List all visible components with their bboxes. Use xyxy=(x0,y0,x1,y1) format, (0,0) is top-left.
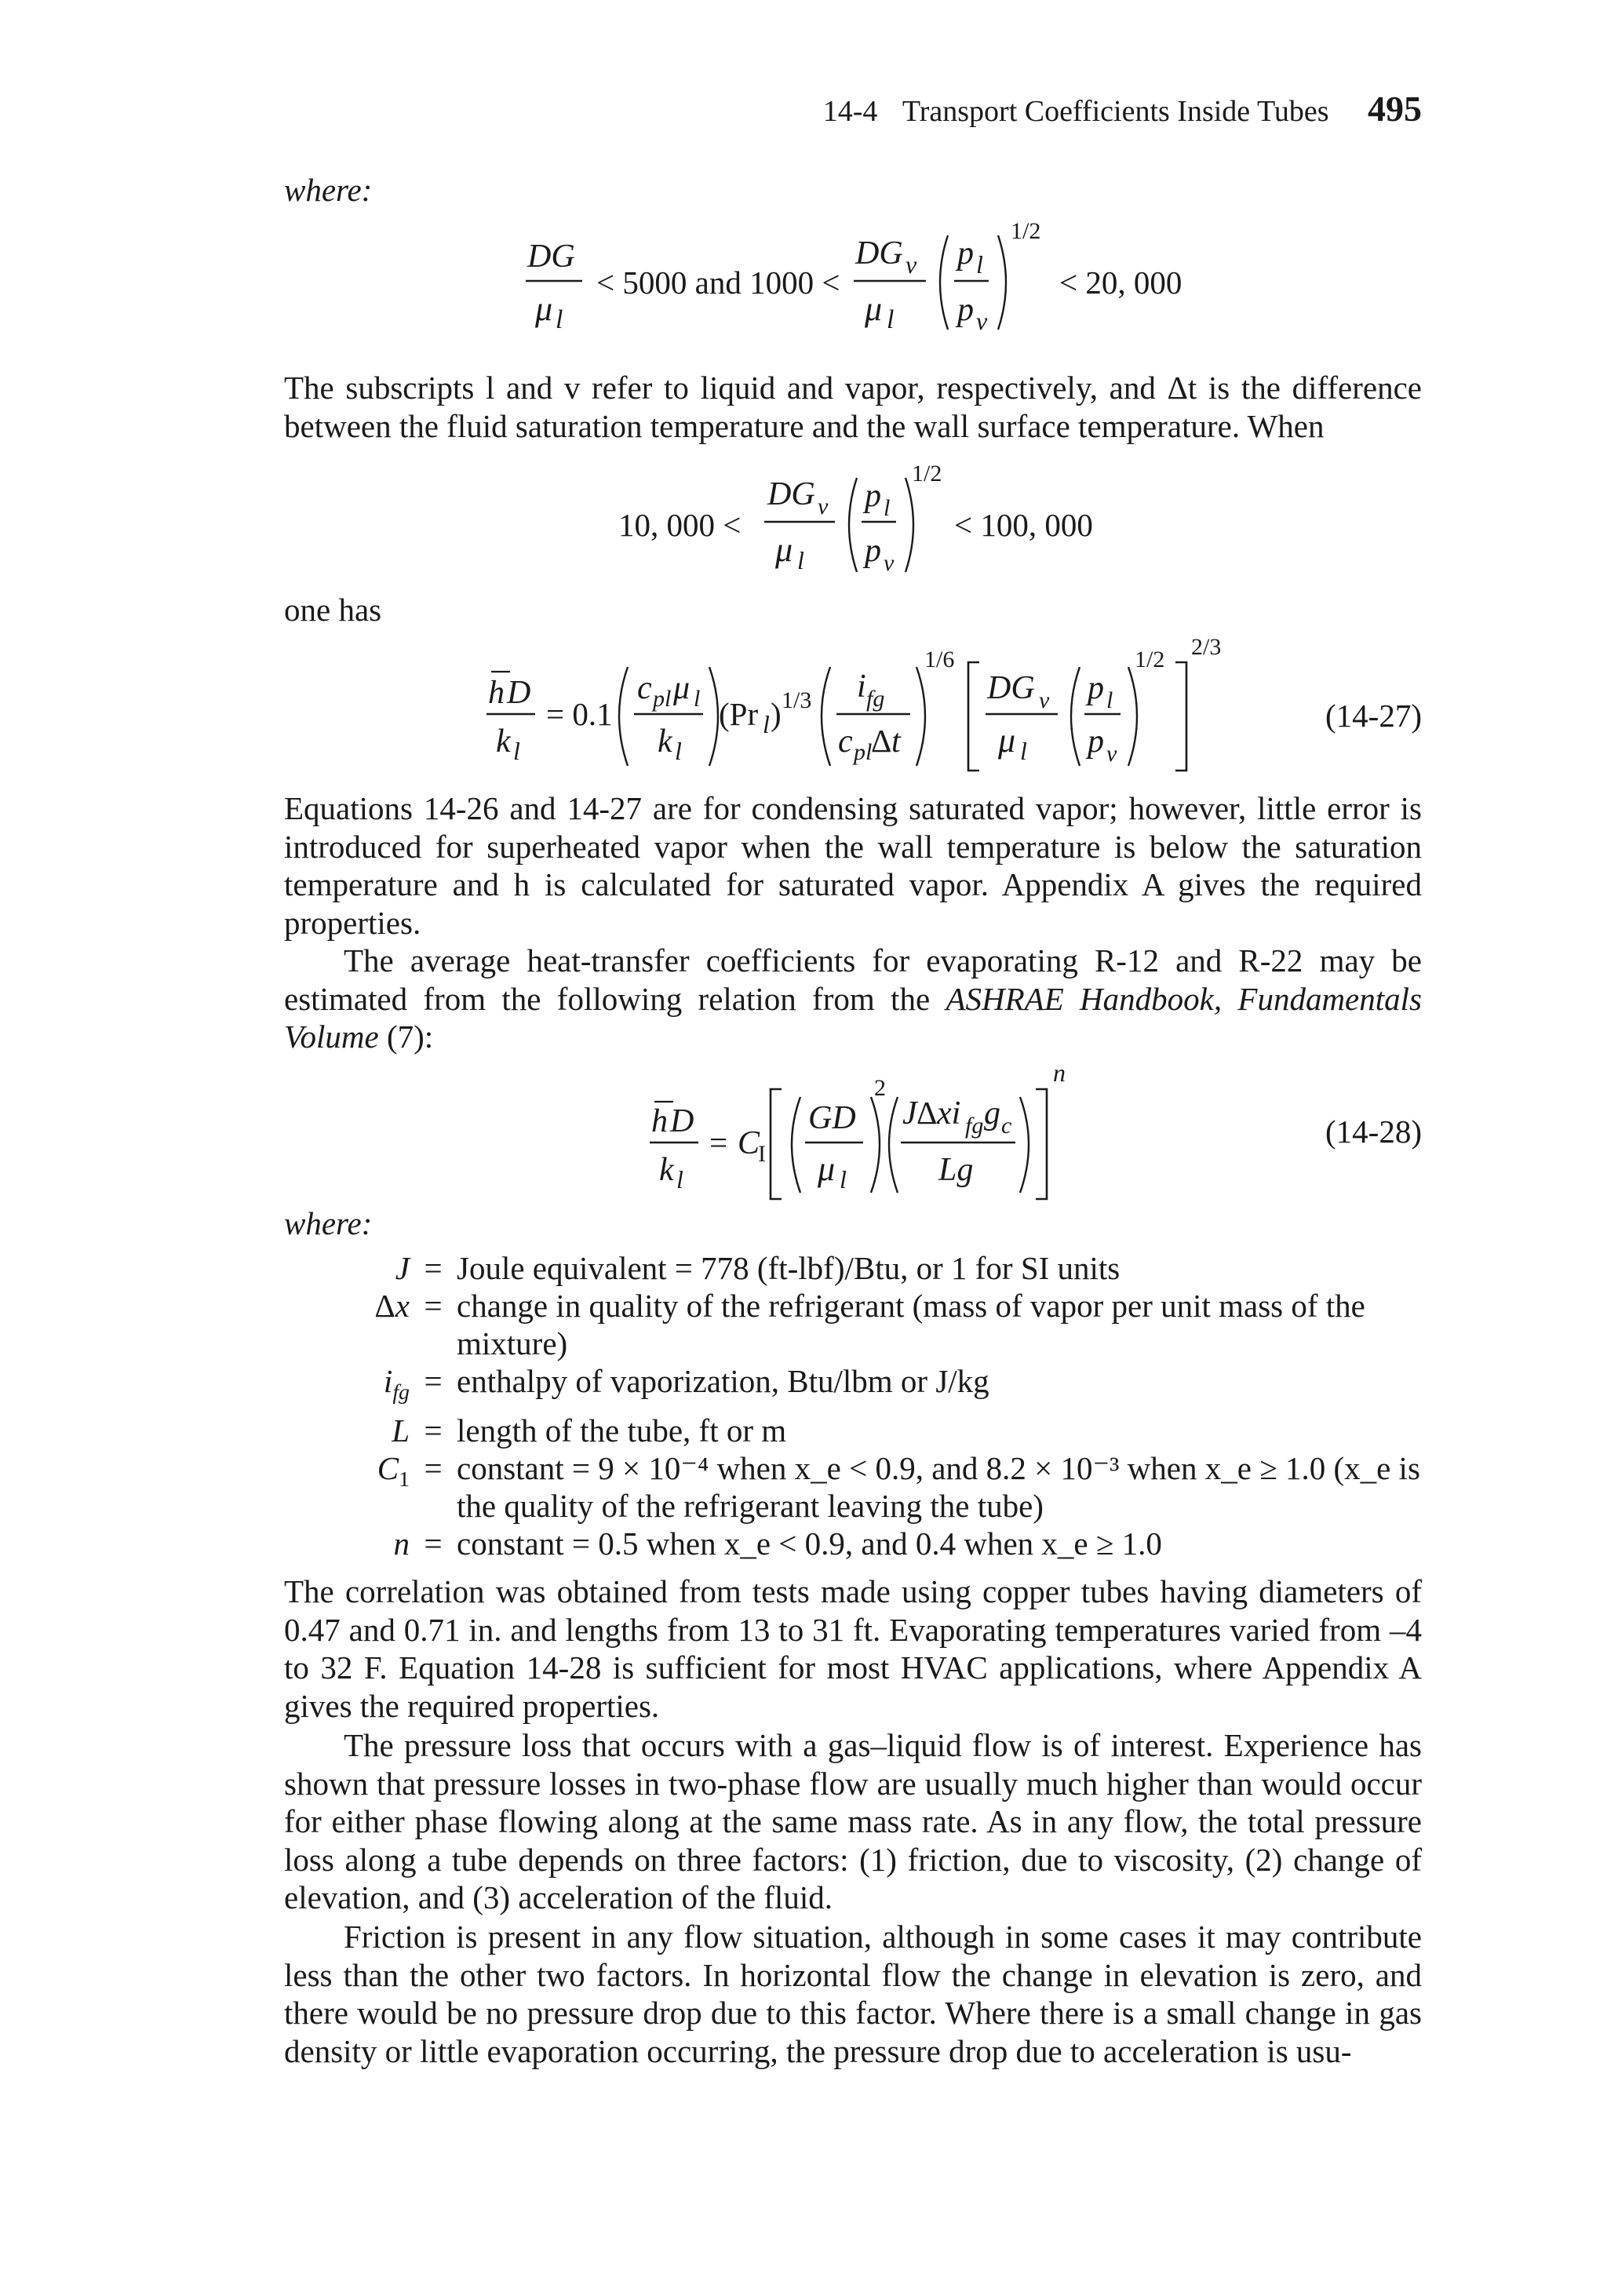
svg-text:c: c xyxy=(838,723,853,760)
svg-text:D: D xyxy=(507,675,531,711)
paragraph-equations: Equations 14-26 and 14-27 are for condensing saturated vapor; however, little error is introduced for superheated vapor when the wall temperature is below the saturation temperature and h is calculated for saturated vapor. Appendix A gives the required properties. xyxy=(284,790,1422,941)
paragraph-pressure-loss: The pressure loss that occurs with a gas–liquid flow is of interest. Experience has shown that pressure losses in two-phase flow are usually much higher than would occur for either phase flowing along at the same mass rate. As in any flow, the total pressure loss along a tube depends on three factors: (1) friction, due to viscosity, (2) change of elevation, and (3) acceleration of the fluid. xyxy=(284,1727,1422,1915)
definition-row-c1: $C_1$ = constant = 9 × 10⁻⁴ when x_e < 0.9, and 8.2 × 10⁻³ when x_e ≥ 1.0 (x_e is the quality of the refrigerant leaving the tube) xyxy=(284,1449,1422,1525)
svg-text:i: i xyxy=(857,669,866,705)
svg-text:1/6: 1/6 xyxy=(924,647,955,672)
svg-text:l: l xyxy=(887,305,895,334)
svg-text:I: I xyxy=(758,1141,766,1167)
svg-text:(Pr: (Pr xyxy=(719,696,759,732)
svg-text:h: h xyxy=(488,675,505,711)
svg-text:< 20, 000: < 20, 000 xyxy=(1059,264,1182,301)
definition-text-c1: constant = 9 × 10⁻⁴ when x_e < 0.9, and 8.2 × 10⁻³ when x_e ≥ 1.0 (x_e is the quality of the refrigerant leaving the tube) xyxy=(457,1450,1420,1525)
definition-text-l: length of the tube, ft or m xyxy=(457,1412,787,1449)
svg-text:μ: μ xyxy=(673,670,691,706)
svg-text:p: p xyxy=(865,478,881,514)
svg-text:l: l xyxy=(797,546,804,574)
svg-text:l: l xyxy=(884,495,891,521)
definition-row-j: J = Joule equivalent = 778 (ft-lbf)/Btu, or 1 for SI units xyxy=(284,1249,1422,1287)
svg-text:pl: pl xyxy=(854,739,873,765)
symbol-n: n xyxy=(393,1525,410,1562)
svg-text:l: l xyxy=(763,710,770,738)
svg-text:t: t xyxy=(891,723,901,760)
svg-text:pl: pl xyxy=(653,686,672,712)
where-label-1: where: xyxy=(284,172,373,208)
one-has-text: one has xyxy=(284,592,382,628)
svg-text:xi: xi xyxy=(937,1095,961,1132)
svg-text:1/2: 1/2 xyxy=(1011,218,1041,244)
definition-row-n: n = constant = 0.5 when x_e < 0.9, and 0.4 when x_e ≥ 1.0 xyxy=(284,1525,1422,1562)
header-section-number: 14-4 xyxy=(822,95,878,128)
svg-text:2/3: 2/3 xyxy=(1191,634,1222,660)
svg-text:μ: μ xyxy=(818,1150,836,1188)
svg-text:l: l xyxy=(676,1165,683,1194)
equation-number-14-27: (14-27) xyxy=(1325,698,1422,734)
svg-text:l: l xyxy=(675,737,682,765)
svg-text:l: l xyxy=(1020,737,1027,765)
equation-range-condition-2 xyxy=(618,459,1121,585)
svg-text:p: p xyxy=(1088,670,1104,706)
svg-text:l: l xyxy=(694,686,701,712)
definition-text-ifg: enthalpy of vaporization, Btu/lbm or J/kg xyxy=(457,1363,989,1399)
svg-text:l: l xyxy=(840,1165,847,1194)
svg-text:GD: GD xyxy=(808,1100,856,1136)
equation-range-condition-1 xyxy=(518,212,1224,345)
svg-text:1/3: 1/3 xyxy=(782,687,812,713)
definition-row-ifg: $i_{fg}$ = enthalpy of vaporization, Btu/lbm or J/kg xyxy=(284,1362,1422,1412)
svg-text:< 5000 and 1000 <: < 5000 and 1000 < xyxy=(596,264,840,301)
definition-row-delta-x: Δx = change in quality of the refrigerant (mass of vapor per unit mass of the mixture) xyxy=(284,1287,1422,1362)
symbol-c1: $C_1$ xyxy=(377,1450,410,1492)
definition-row-l: L = length of the tube, ft or m xyxy=(284,1412,1422,1449)
svg-text:l: l xyxy=(976,250,983,279)
svg-text:C: C xyxy=(738,1125,760,1161)
svg-text:Lg: Lg xyxy=(938,1152,974,1188)
svg-text:v: v xyxy=(976,307,988,335)
svg-text:Δ: Δ xyxy=(871,723,892,759)
svg-text:v: v xyxy=(906,250,917,279)
definition-text-n: constant = 0.5 when x_e < 0.9, and 0.4 when x_e ≥ 1.0 xyxy=(457,1525,1162,1562)
svg-text:μ: μ xyxy=(535,290,553,328)
svg-text:p: p xyxy=(957,292,974,328)
svg-text:D: D xyxy=(670,1103,694,1139)
svg-text:μ: μ xyxy=(998,721,1016,760)
svg-text:v: v xyxy=(884,550,895,576)
svg-text:l: l xyxy=(556,305,563,334)
equation-number-14-28: (14-28) xyxy=(1325,1113,1422,1150)
svg-text:k: k xyxy=(659,1152,674,1188)
svg-text:p: p xyxy=(957,235,974,272)
paragraph-average-coefficients xyxy=(284,942,1422,1056)
svg-text:DG: DG xyxy=(987,670,1035,706)
svg-text:10, 000 <: 10, 000 < xyxy=(618,507,742,543)
symbol-ifg: $i_{fg}$ xyxy=(383,1363,410,1405)
page-number: 495 xyxy=(1368,89,1422,129)
svg-text:v: v xyxy=(818,494,829,519)
svg-text:v: v xyxy=(1039,687,1050,713)
svg-text:1/2: 1/2 xyxy=(1135,647,1165,672)
equation-14-28 xyxy=(643,1058,1130,1207)
average-text-a: The average heat-transfer coefficients for evaporating R-12 and R-22 may be estimated from the following relation from the xyxy=(284,942,1422,1017)
svg-text:DG: DG xyxy=(767,476,815,512)
definition-text-delta-x: change in quality of the refrigerant (mass of vapor per unit mass of the mixture) xyxy=(457,1288,1365,1361)
variable-definitions xyxy=(284,1249,1422,1562)
svg-text:Δ: Δ xyxy=(916,1095,938,1131)
svg-text:): ) xyxy=(771,696,782,732)
svg-text:n: n xyxy=(1053,1059,1066,1087)
definition-text-j: Joule equivalent = 778 (ft-lbf)/Btu, or 1 for SI units xyxy=(457,1250,1121,1286)
paragraph-subscripts: The subscripts l and v refer to liquid and vapor, respectively, and Δt is the difference between the fluid saturation temperature and the wall surface temperature. When xyxy=(284,370,1422,444)
ashrae-handbook-reference: ASHRAE Handbook, Fundamentals Volume xyxy=(284,980,1422,1055)
svg-text:l: l xyxy=(1106,687,1113,713)
symbol-l: L xyxy=(392,1412,410,1449)
svg-text:p: p xyxy=(1088,723,1104,760)
svg-text:c: c xyxy=(637,670,652,706)
svg-text:DG: DG xyxy=(855,235,903,272)
svg-text:k: k xyxy=(496,723,511,760)
svg-text:μ: μ xyxy=(865,290,883,328)
svg-text:h: h xyxy=(651,1103,668,1139)
svg-text:p: p xyxy=(865,533,881,569)
average-text-b: (7): xyxy=(378,1019,434,1055)
svg-text:l: l xyxy=(513,737,520,765)
header-title: Transport Coefficients Inside Tubes xyxy=(902,95,1329,128)
svg-text:μ: μ xyxy=(775,530,793,569)
svg-text:J: J xyxy=(902,1095,917,1132)
symbol-j: J xyxy=(395,1250,410,1286)
svg-text:c: c xyxy=(1001,1113,1012,1139)
svg-text:= 0.1: = 0.1 xyxy=(546,696,613,732)
svg-text:=: = xyxy=(709,1124,728,1161)
svg-text:DG: DG xyxy=(527,239,575,275)
svg-text:fg: fg xyxy=(866,686,885,712)
equation-14-27 xyxy=(480,628,1281,785)
where-label-2: where: xyxy=(284,1205,373,1241)
svg-text:2: 2 xyxy=(874,1075,886,1101)
svg-text:fg: fg xyxy=(965,1113,984,1139)
running-header xyxy=(823,88,1422,129)
svg-text:< 100, 000: < 100, 000 xyxy=(954,507,1093,543)
paragraph-friction: Friction is present in any flow situation, although in some cases it may contribute less than the other two factors. In horizontal flow the change in elevation is zero, and there would be no pressure drop due to this factor. Where there is a small change in gas density or little evaporation occurring, the pressure drop due to acceleration is usu- xyxy=(284,1919,1422,2069)
symbol-delta-x: Δx xyxy=(374,1288,410,1324)
paragraph-correlation: The correlation was obtained from tests made using copper tubes having diameters of 0.47 and 0.71 in. and lengths from 13 to 31 ft. Evaporating temperatures varied from –4 to 32 F. Equation 14-28 is sufficient for most HVAC applications, where Appendix A gives the required properties. xyxy=(284,1573,1422,1724)
svg-text:1/2: 1/2 xyxy=(912,461,942,487)
svg-text:k: k xyxy=(658,723,672,760)
svg-text:g: g xyxy=(984,1095,1000,1132)
svg-text:v: v xyxy=(1106,741,1117,767)
